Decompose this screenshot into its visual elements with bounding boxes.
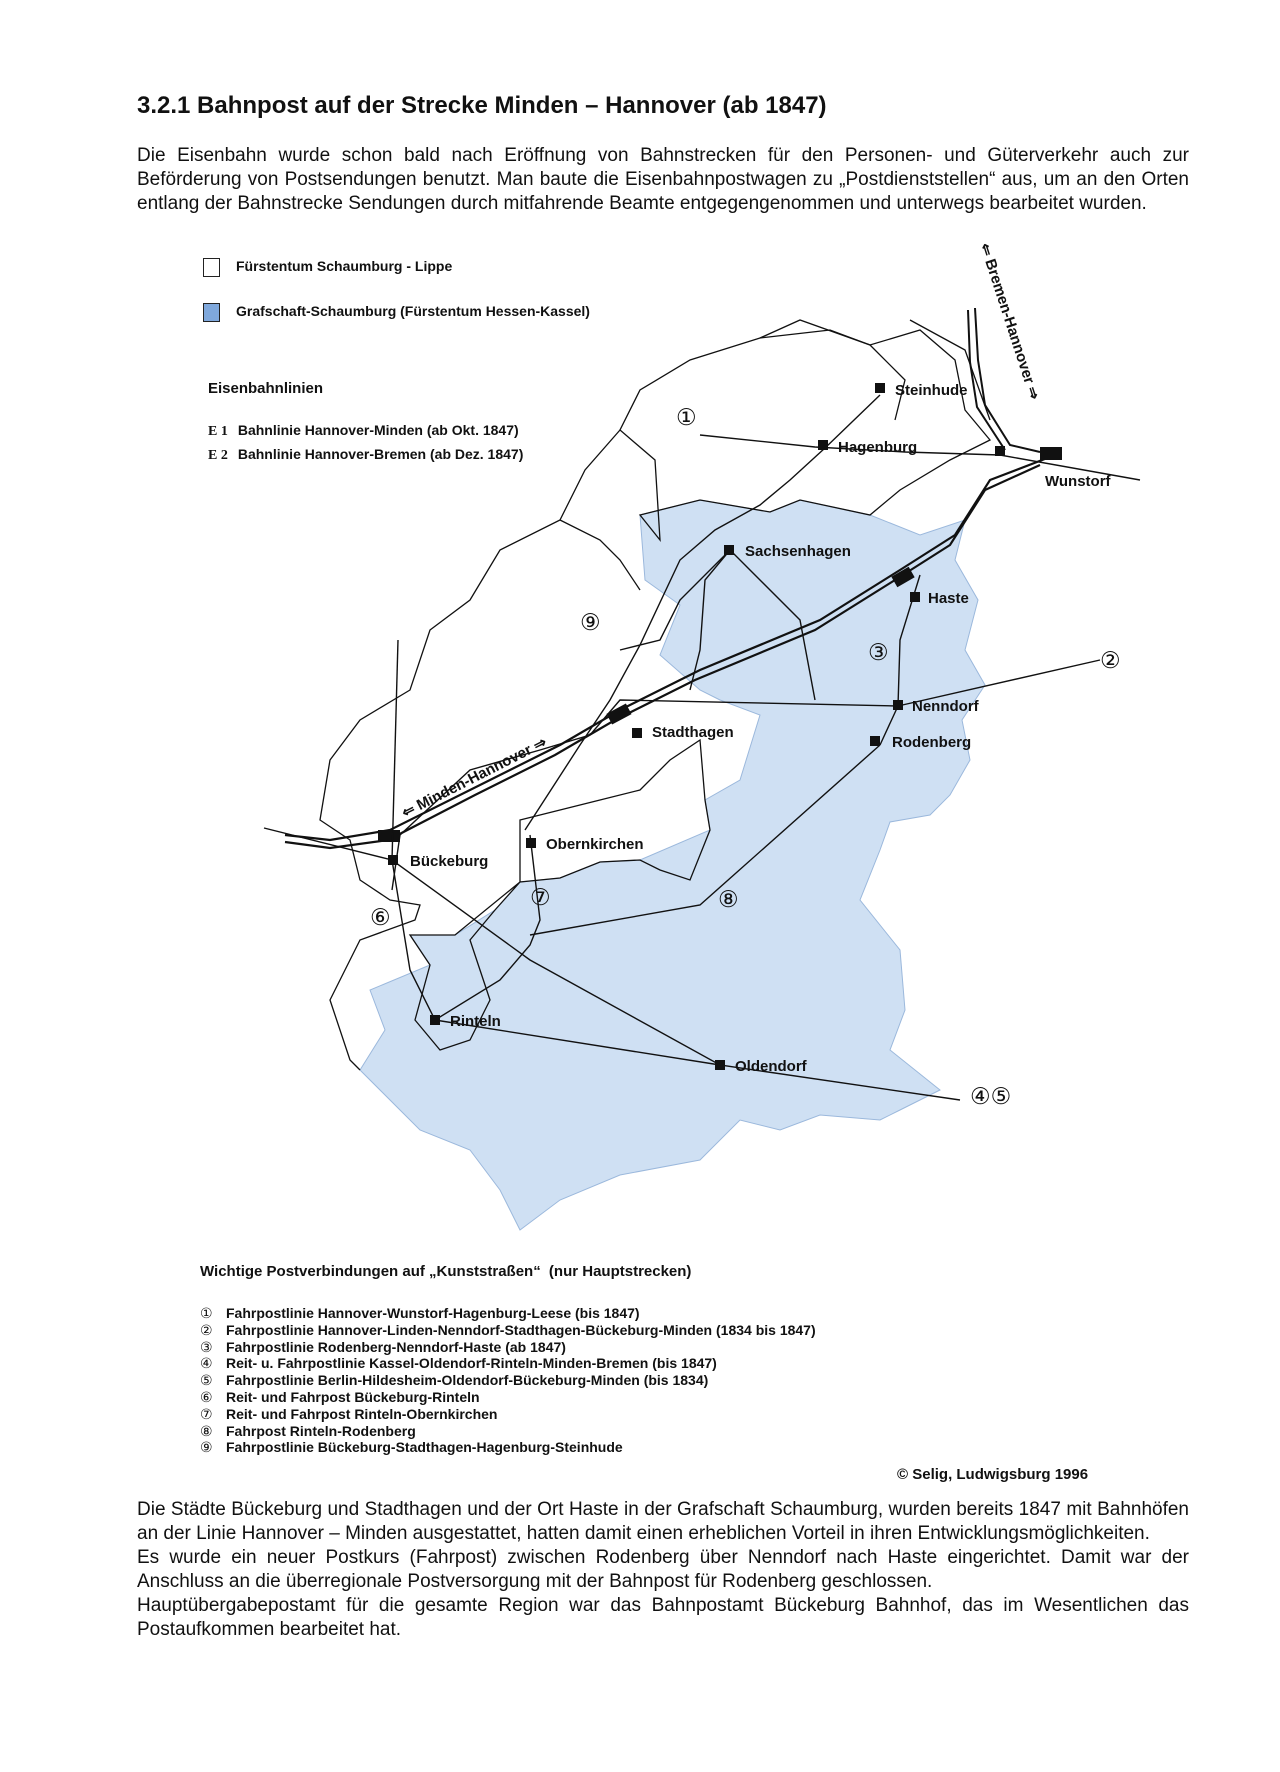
town-rodenberg: Rodenberg — [892, 734, 972, 751]
copyright: © Selig, Ludwigsburg 1996 — [897, 1466, 1089, 1483]
outro-paragraphs — [137, 1498, 1189, 1642]
town-oldendorf: Oldendorf — [735, 1058, 807, 1075]
route-number-1: ① — [676, 405, 697, 430]
grafschaft-swatch — [203, 303, 220, 322]
rail-label-minden: ⇐ Minden-Hannover ⇒ — [399, 733, 550, 822]
lippe-swatch — [203, 258, 220, 277]
town-nenndorf: Nenndorf — [912, 698, 979, 715]
outro-paragraph-3: Hauptübergabepostamt für die gesamte Region war das Bahnpostamt Bückeburg Bahnhof, das im Wesentlichen das Postaufkommen bearbeitet hat. — [137, 1595, 1189, 1640]
legend-e1: E 1 Bahnlinie Hannover-Minden (ab Okt. 1847) — [208, 422, 519, 439]
town-bueckeburg: Bückeburg — [410, 853, 489, 870]
route-number-6: ⑥ — [370, 905, 391, 930]
town-hagenburg: Hagenburg — [838, 439, 918, 456]
route-item: ④ Reit- u. Fahrpostlinie Kassel-Oldendorf-Rinteln-Minden-Bremen (bis 1847) — [200, 1355, 717, 1372]
route-number-8: ⑧ — [718, 887, 739, 912]
town-sachsenhagen: Sachsenhagen — [745, 543, 851, 560]
legend-rail-heading: Eisenbahnlinien — [208, 380, 324, 397]
west-edge — [560, 520, 640, 590]
route-item: ③ Fahrpostlinie Rodenberg-Nenndorf-Haste (ab 1847) — [200, 1338, 566, 1355]
town-wunstorf: Wunstorf — [1045, 473, 1111, 490]
route-item: ⑧ Fahrpost Rinteln-Rodenberg — [200, 1422, 416, 1439]
route-number-2: ② — [1100, 648, 1121, 673]
town-steinhude: Steinhude — [895, 382, 968, 399]
outro-paragraph-1: Die Städte Bückeburg und Stadthagen und der Ort Haste in der Grafschaft Schaumburg, wurden bereits 1847 mit Bahnhöfen an der Linie Hannover – Minden ausgestattet, hatten damit einen erheblichen Vorteil in ihren Entwicklungsmöglichkeiten. — [137, 1499, 1189, 1544]
route-number-9: ⑨ — [580, 610, 601, 635]
route-number-4-5: ④⑤ — [970, 1084, 1012, 1109]
postal-map — [0, 240, 1280, 1290]
route-item: ⑥ Reit- und Fahrpost Bückeburg-Rinteln — [200, 1388, 480, 1405]
routes-heading: Wichtige Postverbindungen auf „Kunststraßen“ (nur Hauptstrecken) — [200, 1263, 692, 1280]
route-number-3: ③ — [868, 640, 889, 665]
route-item: ⑨ Fahrpostlinie Bückeburg-Stadthagen-Hagenburg-Steinhude — [200, 1439, 623, 1456]
legend-grafschaft: Grafschaft-Schaumburg (Fürstentum Hessen-Kassel) — [203, 303, 590, 322]
town-rinteln: Rinteln — [450, 1013, 501, 1030]
legend-lippe: Fürstentum Schaumburg - Lippe — [203, 258, 452, 277]
town-haste: Haste — [928, 590, 969, 607]
route-item: ② Fahrpostlinie Hannover-Linden-Nenndorf-Stadthagen-Bückeburg-Minden (1834 bis 1847) — [200, 1321, 816, 1338]
routes-list — [200, 1305, 816, 1456]
legend-e2: E 2 Bahnlinie Hannover-Bremen (ab Dez. 1847) — [208, 446, 524, 463]
town-obernkirchen: Obernkirchen — [546, 836, 644, 853]
page-title: 3.2.1 Bahnpost auf der Strecke Minden – Hannover (ab 1847) — [137, 92, 827, 119]
outro-paragraph-2: Es wurde ein neuer Postkurs (Fahrpost) zwischen Rodenberg über Nenndorf nach Haste eingerichtet. Damit war der Anschluss an die überregionale Postversorgung mit der Bahnpost für Rodenberg geschlossen. — [137, 1547, 1189, 1592]
route-item: ① Fahrpostlinie Hannover-Wunstorf-Hagenburg-Leese (bis 1847) — [200, 1305, 640, 1321]
intro-paragraph: Die Eisenbahn wurde schon bald nach Eröffnung von Bahnstrecken für den Personen- und Güterverkehr auch zur Beförderung von Postsendungen benutzt. Man baute die Eisenbahnpostwagen zu „Postdienststellen“ aus, um an den Orten entlang der Bahnstrecke Sendungen durch mitfahrende Beamte entgegengenommen und unterwegs bearbeitet wurden. — [137, 145, 1189, 214]
rail-label-bremen: ⇐ Bremen-Hannover ⇒ — [976, 240, 1043, 402]
route-item: ⑦ Reit- und Fahrpost Rinteln-Obernkirchen — [200, 1405, 498, 1422]
town-stadthagen: Stadthagen — [652, 724, 734, 741]
route-number-7: ⑦ — [530, 885, 551, 910]
route-item: ⑤ Fahrpostlinie Berlin-Hildesheim-Oldendorf-Bückeburg-Minden (bis 1834) — [200, 1372, 709, 1389]
east-border — [910, 320, 990, 420]
